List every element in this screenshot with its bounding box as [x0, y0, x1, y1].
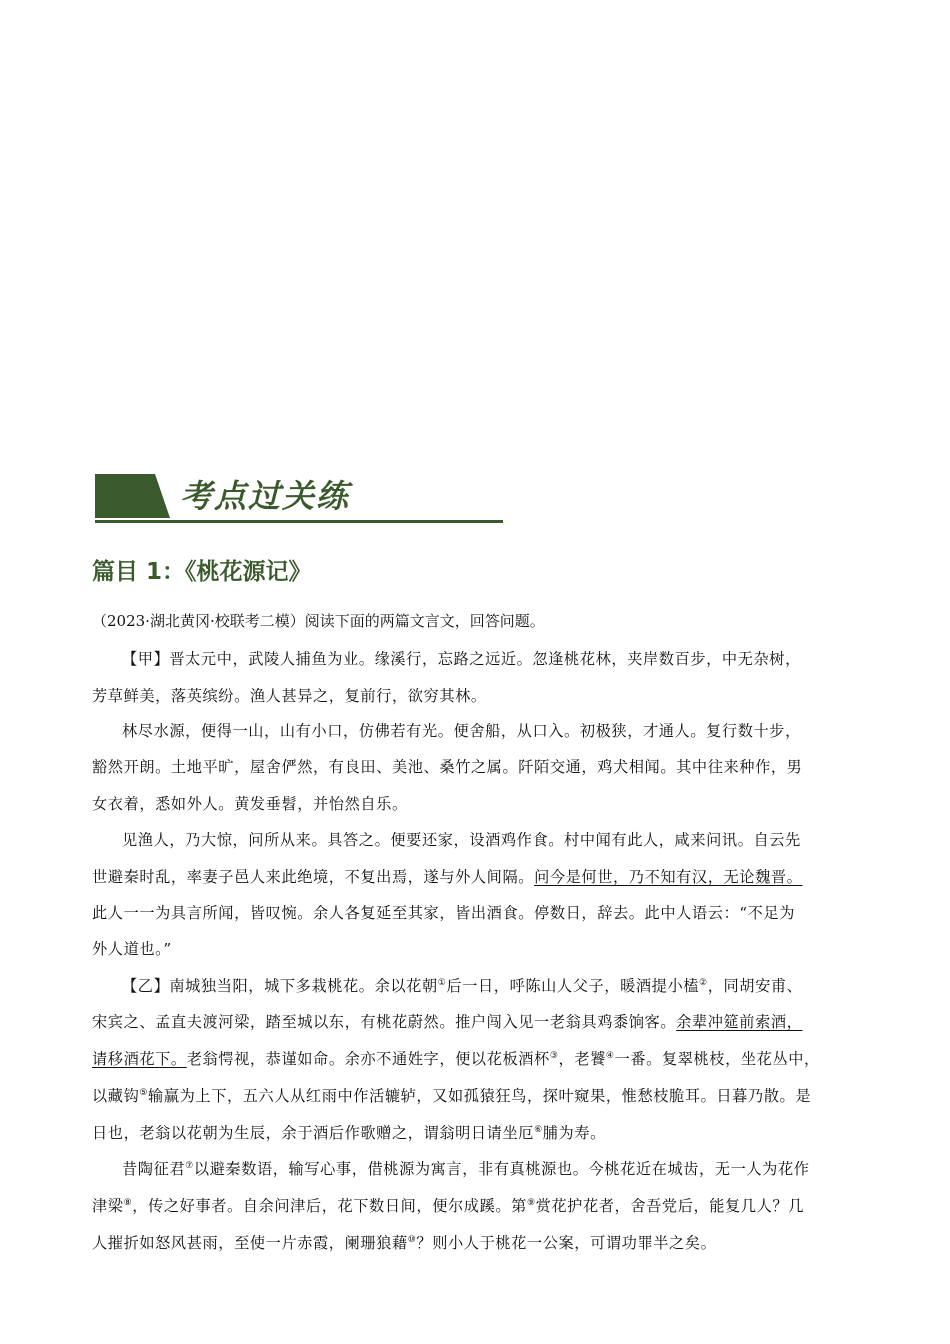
passage-line [92, 1232, 716, 1253]
passage-line [122, 1158, 810, 1179]
footnote-marker: ③ [549, 1051, 559, 1061]
banner-flag-shape [95, 474, 170, 518]
underlined-sentence: 问今是何世，乃不知有汉，无论魏晋。 [534, 868, 803, 886]
passage-text: 人摧折如怒风甚雨，至使一片赤霞，阑珊狼藉 [92, 1234, 408, 1252]
passage-line [92, 866, 802, 887]
section-title: 篇目 1：《桃花源记》 [92, 559, 312, 585]
footnote-marker: ⑦ [185, 1161, 194, 1171]
passage-text: ，同胡安甫、 [707, 977, 803, 995]
passage-text: 【乙】南城独当阳，城下多栽桃花。余以花朝 [122, 977, 438, 995]
passage-text: 宋宾之、孟直夫渡河梁，踏至城以东，有桃花蔚然。推户闯入见一老翁具鸡黍饷客。 [92, 1013, 677, 1031]
footnote-marker: ② [699, 978, 708, 988]
footnote-marker: ① [437, 978, 447, 988]
passage-text: ，老饕 [558, 1050, 606, 1068]
question-intro: （2023·湖北黄冈·校联考二模）阅读下面的两篇文言文，回答问题。 [92, 612, 545, 630]
passage-line: 见渔人，乃大惊，问所从来。具答之。便要还家，设酒鸡作食。村中闻有此人，咸来问讯。自云先 [122, 831, 801, 849]
passage-line: 芳草鲜美，落英缤纷。渔人甚异之，复前行，欲穷其林。 [92, 687, 487, 705]
banner-rule [95, 520, 503, 523]
passage-text: 津梁 [92, 1197, 124, 1215]
passage-text: 世避秦时乱，率妻子邑人来此绝境，不复出焉，遂与外人间隔。 [92, 868, 535, 886]
passage-text: 一番。复翠桃枝，坐花丛中， [614, 1050, 820, 1068]
passage-line: 外人道也。” [92, 940, 172, 958]
footnote-marker: ⑩ [407, 1235, 417, 1245]
footnote-marker: ⑨ [526, 1198, 536, 1208]
passage-text: ，传之好事者。自余问津后，花下数日间，便尔成蹊。第 [132, 1197, 527, 1215]
footnote-marker: ⑤ [139, 1088, 149, 1098]
underlined-sentence: 请移酒花下。 [92, 1050, 187, 1068]
passage-line [92, 1011, 802, 1032]
passage-line [92, 1122, 606, 1143]
footnote-marker: ⑥ [534, 1125, 543, 1135]
passage-line: 豁然开朗。土地平旷，屋舍俨然，有良田、美池、桑竹之属。阡陌交通，鸡犬相闻。其中往来种作，男 [92, 758, 803, 776]
passage-text: 以避秦数语，输写心事，借桃源为寓言，非有真桃源也。今桃花近在城齿，无一人为花作 [193, 1160, 810, 1178]
passage-line: 此人一一为具言所闻，皆叹惋。余人各复延至其家，皆出酒食。停数日，辞去。此中人语云：“不足为 [92, 904, 796, 922]
passage-text: 日也，老翁以花朝为生辰，余于酒后作歌赠之，谓翁明日请坐厄 [92, 1124, 535, 1142]
passage-line: 【甲】晋太元中，武陵人捕鱼为业。缘溪行，忘路之远近。忽逢桃花林，夹岸数百步，中无杂树， [122, 650, 801, 668]
passage-line [92, 1048, 820, 1069]
footnote-marker: ⑧ [123, 1198, 133, 1208]
passage-line: 女衣着，悉如外人。黄发垂髫，并怡然自乐。 [92, 795, 408, 813]
passage-text: 以藏钩 [92, 1087, 140, 1105]
passage-text: 输赢为上下，五六人从红雨中作活辘轳，又如孤猿狂鸟，探叶窥果，惟愁枝脆耳。日暮乃散。是 [148, 1087, 812, 1105]
banner-title: 考点过关练 [180, 477, 351, 515]
passage-text: 老翁愕视，恭谨如命。余亦不通姓字，便以花板酒杯 [186, 1050, 550, 1068]
passage-text: ？则小人于桃花一公案，可谓功罪半之矣。 [416, 1234, 717, 1252]
passage-text: 昔陶征君 [122, 1160, 186, 1178]
passage-text: 脯为寿。 [542, 1124, 606, 1142]
passage-line [122, 975, 802, 996]
passage-line: 林尽水源，便得一山，山有小口，仿佛若有光。便舍船，从口入。初极狭，才通人。复行数十步， [122, 722, 801, 740]
underlined-sentence: 余辈冲筵前索酒， [676, 1013, 803, 1031]
passage-text: 赏花护花者，舍吾党后，能复几人？几 [535, 1197, 804, 1215]
footnote-marker: ④ [605, 1051, 615, 1061]
passage-line [92, 1195, 804, 1216]
passage-line [92, 1085, 811, 1106]
passage-text: 后一日，呼陈山人父子，暖酒提小榼 [446, 977, 700, 995]
section-banner [95, 474, 505, 526]
